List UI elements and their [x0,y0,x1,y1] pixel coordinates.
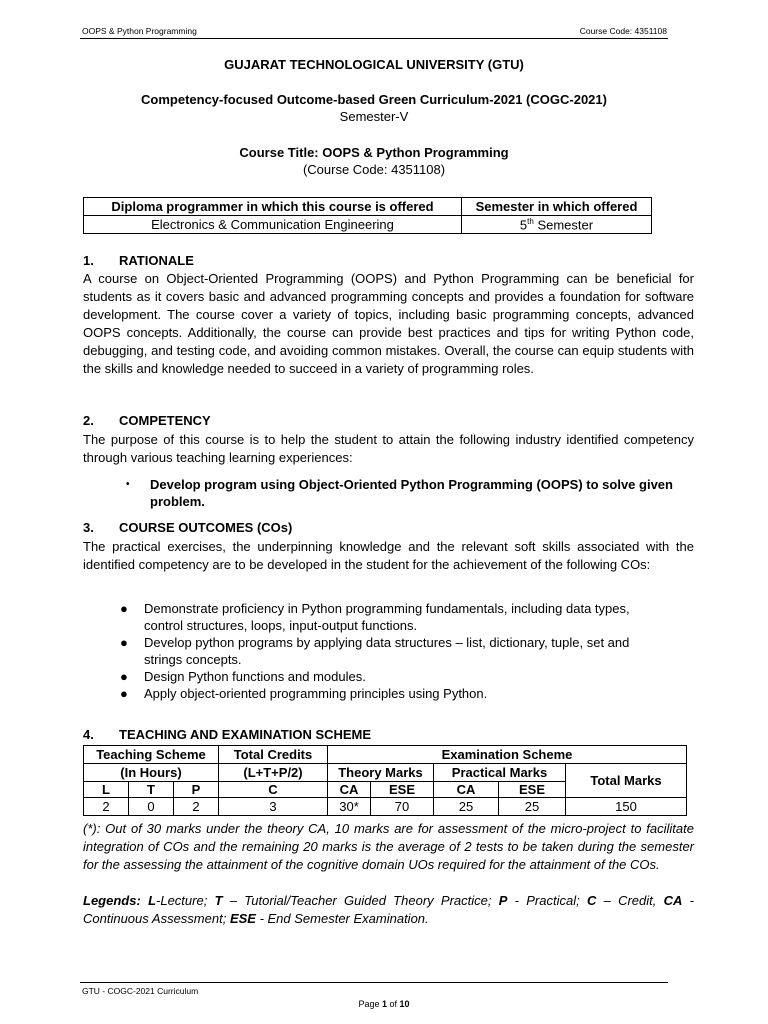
footer-rule [80,982,668,983]
header-rule [80,38,668,39]
section-4-heading: 4. TEACHING AND EXAMINATION SCHEME [83,727,372,742]
total-credits-header: Total Credits [219,746,328,764]
in-hours-header: (In Hours) [84,764,219,782]
header-course-name: OOPS & Python Programming [82,26,197,36]
section-2-heading: 2. COMPETENCY [83,413,211,428]
col-t: T [129,782,174,798]
col-practical-ese: ESE [499,782,566,798]
rationale-text: A course on Object-Oriented Programming (OOPS) and Python Programming can be beneficial for students as it covers basic and advanced programming concepts and provides a foundation for software development. The course cover a variety of topics, including basic programming concepts, advanced OOPS concepts. Additionally, the course can provide best practices and tips for writing Python code, debugging, and testing code, and avoiding common mistakes. Overall, the course can equip students with the skills and knowledge needed to succeed in a variety of programming roles. [83,271,694,376]
col-theory-ese: ESE [371,782,434,798]
col-p: P [174,782,219,798]
course-outcomes-intro: The practical exercises, the underpinning knowledge and the relevant soft skills associated with the identified competency are to be developed in the student for the achievement of the following COs: [83,539,694,572]
cell-practical-ca: 25 [434,798,499,816]
cell-t: 0 [129,798,174,816]
co-item: ● Apply object-oriented programming principles using Python. [120,686,488,701]
footer-curriculum: GTU - COGC-2021 Curriculum [82,986,199,996]
col-practical-ca: CA [434,782,499,798]
co-item: ● Design Python functions and modules. [120,669,366,684]
col-theory-ca: CA [328,782,371,798]
course-title: Course Title: OOPS & Python Programming [239,145,509,160]
competency-item: • Develop program using Object-Oriented Python Programming (OOPS) to solve given problem. [126,477,673,509]
teaching-scheme-table [83,745,687,816]
offer-col1-header: Diploma programmer in which this course is offered [84,198,462,216]
university-title: GUJARAT TECHNOLOGICAL UNIVERSITY (GTU) [224,57,524,72]
theory-marks-header: Theory Marks [328,764,434,782]
table-row [84,798,687,816]
cell-p: 2 [174,798,219,816]
course-code: (Course Code: 4351108) [302,162,446,177]
legends: Legends: L-Lecture; T – Tutorial/Teacher Guided Theory Practice; P - Practical; C – Credit, CA - Continuous Assessment; ESE - End Semester Examination. [83,893,694,926]
competency-text: The purpose of this course is to help the student to attain the following industry identified competency through various teaching learning experiences: [83,432,694,465]
page-number: Page 1 of 10 [358,999,410,1009]
offer-table [83,197,652,234]
cell-practical-ese: 25 [499,798,566,816]
header-course-code: Course Code: 4351108 [579,26,667,36]
cell-theory-ca: 30* [328,798,371,816]
semester-label: Semester-V [339,109,409,124]
teaching-scheme-header: Teaching Scheme [84,746,219,764]
cell-c: 3 [219,798,328,816]
section-1-heading: 1. RATIONALE [83,253,194,268]
col-l: L [84,782,129,798]
exam-scheme-header: Examination Scheme [328,746,687,764]
offer-programme: Electronics & Communication Engineering [84,216,462,234]
practical-marks-header: Practical Marks [434,764,566,782]
course-outcomes-list [120,600,660,702]
total-marks-header: Total Marks [566,764,687,798]
col-c: C [219,782,328,798]
cell-theory-ese: 70 [371,798,434,816]
offer-semester: 5th Semester [462,216,652,234]
cell-l: 2 [84,798,129,816]
co-item: ● Demonstrate proficiency in Python programming fundamentals, including data types, control structures, loops, input-output functions. [120,601,630,633]
table-footnote: (*): Out of 30 marks under the theory CA, 10 marks are for assessment of the micro-project to facilitate integration of COs and the remaining 20 marks is the average of 2 tests to be taken during the semester for the assessing the attainment of the cognitive domain UOs required for the attainment of the COs. [83,821,694,872]
co-item: ● Develop python programs by applying data structures – list, dictionary, tuple, set and strings concepts. [120,635,630,667]
section-3-heading: 3. COURSE OUTCOMES (COs) [83,520,293,535]
cell-total-marks: 150 [566,798,687,816]
competency-list [126,476,696,510]
curriculum-title: Competency-focused Outcome-based Green Curriculum-2021 (COGC-2021) [141,92,607,107]
offer-col2-header: Semester in which offered [462,198,652,216]
credits-formula-header: (L+T+P/2) [219,764,328,782]
